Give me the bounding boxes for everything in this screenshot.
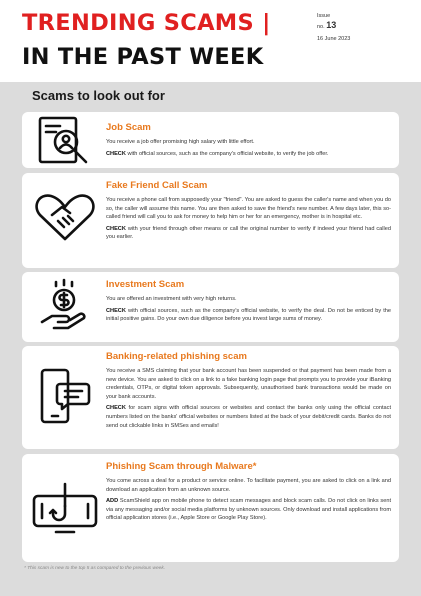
card-paragraph: You receive a job offer promising high salary with little effort.	[106, 139, 255, 145]
card-paragraph: You are offered an investment with very high returns.	[106, 296, 237, 302]
job-search-icon	[30, 112, 100, 170]
issue-info	[317, 12, 350, 44]
card-paragraph: ADD ScamShield app on mobile phone to detect scam messages and block scam calls. Do not click on links sent via any messaging and/or social media platforms by unknown sources. Only download and install applications from official application stores (i.e., Apple Store or Google Play Store).	[106, 498, 391, 522]
card-title: Phishing Scam through Malware*	[106, 461, 257, 472]
footnote: * This scam is new to the top 5 as compared to the previous week.	[24, 566, 166, 571]
phone-message-icon	[30, 368, 100, 426]
card-title: Job Scam	[106, 122, 151, 133]
card-job-scam	[22, 112, 399, 168]
card-investment-scam	[22, 272, 399, 342]
header	[0, 0, 421, 80]
card-paragraph: CHECK for scam signs with official sources or websites and contact the banks only using the official contact numbers listed on the banks' official websites or numbers listed at the back of your debit/credit cards. Banks do not send out clickable links in SMSes and emails!	[106, 405, 391, 429]
heart-handshake-icon	[30, 189, 100, 247]
card-paragraph: You receive a SMS claiming that your bank account has been suspended or that payment has been made from a new device. You are asked to click on a link to a fake banking login page that prompts you to provide your iBanking credentials, OTPs, or digital token approvals. Subsequently, unauthorised bank transactions would be made on your bank accounts.	[106, 368, 391, 400]
phone-hook-malware-icon	[30, 482, 100, 540]
card-paragraph: CHECK with official sources, such as the company's official website, to verify the job offer.	[106, 150, 329, 157]
issue-number: 13	[326, 20, 337, 30]
section-title: Scams to look out for	[32, 88, 165, 103]
card-paragraph: CHECK with official sources, such as the company's official website, to verify the deal. Do not be enticed by the initial positive gains. Do your own due diligence before you invest large sums of money.	[106, 307, 391, 323]
card-title: Banking-related phishing scam	[106, 351, 247, 362]
issue-label: Issue	[317, 13, 331, 19]
card-malware-phishing-scam	[22, 454, 399, 562]
card-paragraph: You receive a phone call from supposedly your "friend". You are asked to guess the caller's name and when you do so, the caller will assume this name. You are then asked to save the friend's new number. A few days later, this so-called friend will call you to ask for money to help him or her for an emergency, mother is in hospital etc.	[106, 197, 391, 221]
card-banking-phishing-scam	[22, 346, 399, 449]
investment-hand-coin-icon	[30, 278, 100, 336]
card-title: Fake Friend Call Scam	[106, 180, 208, 191]
issue-no-label: no.	[317, 24, 325, 30]
card-title: Investment Scam	[106, 279, 185, 290]
title-line-2: IN THE PAST WEEK	[22, 44, 264, 70]
title-line-1: TRENDING SCAMS |	[22, 10, 271, 36]
issue-date: 16 June 2023	[317, 36, 351, 42]
card-paragraph: CHECK with your friend through other means or call the original number to verify if indeed your friend had called you earlier.	[106, 225, 391, 241]
card-paragraph: You come across a deal for a product or service online. To facilitate payment, you are asked to click on a link and download an application from an unknown source.	[106, 478, 391, 493]
card-fake-friend-scam	[22, 173, 399, 268]
